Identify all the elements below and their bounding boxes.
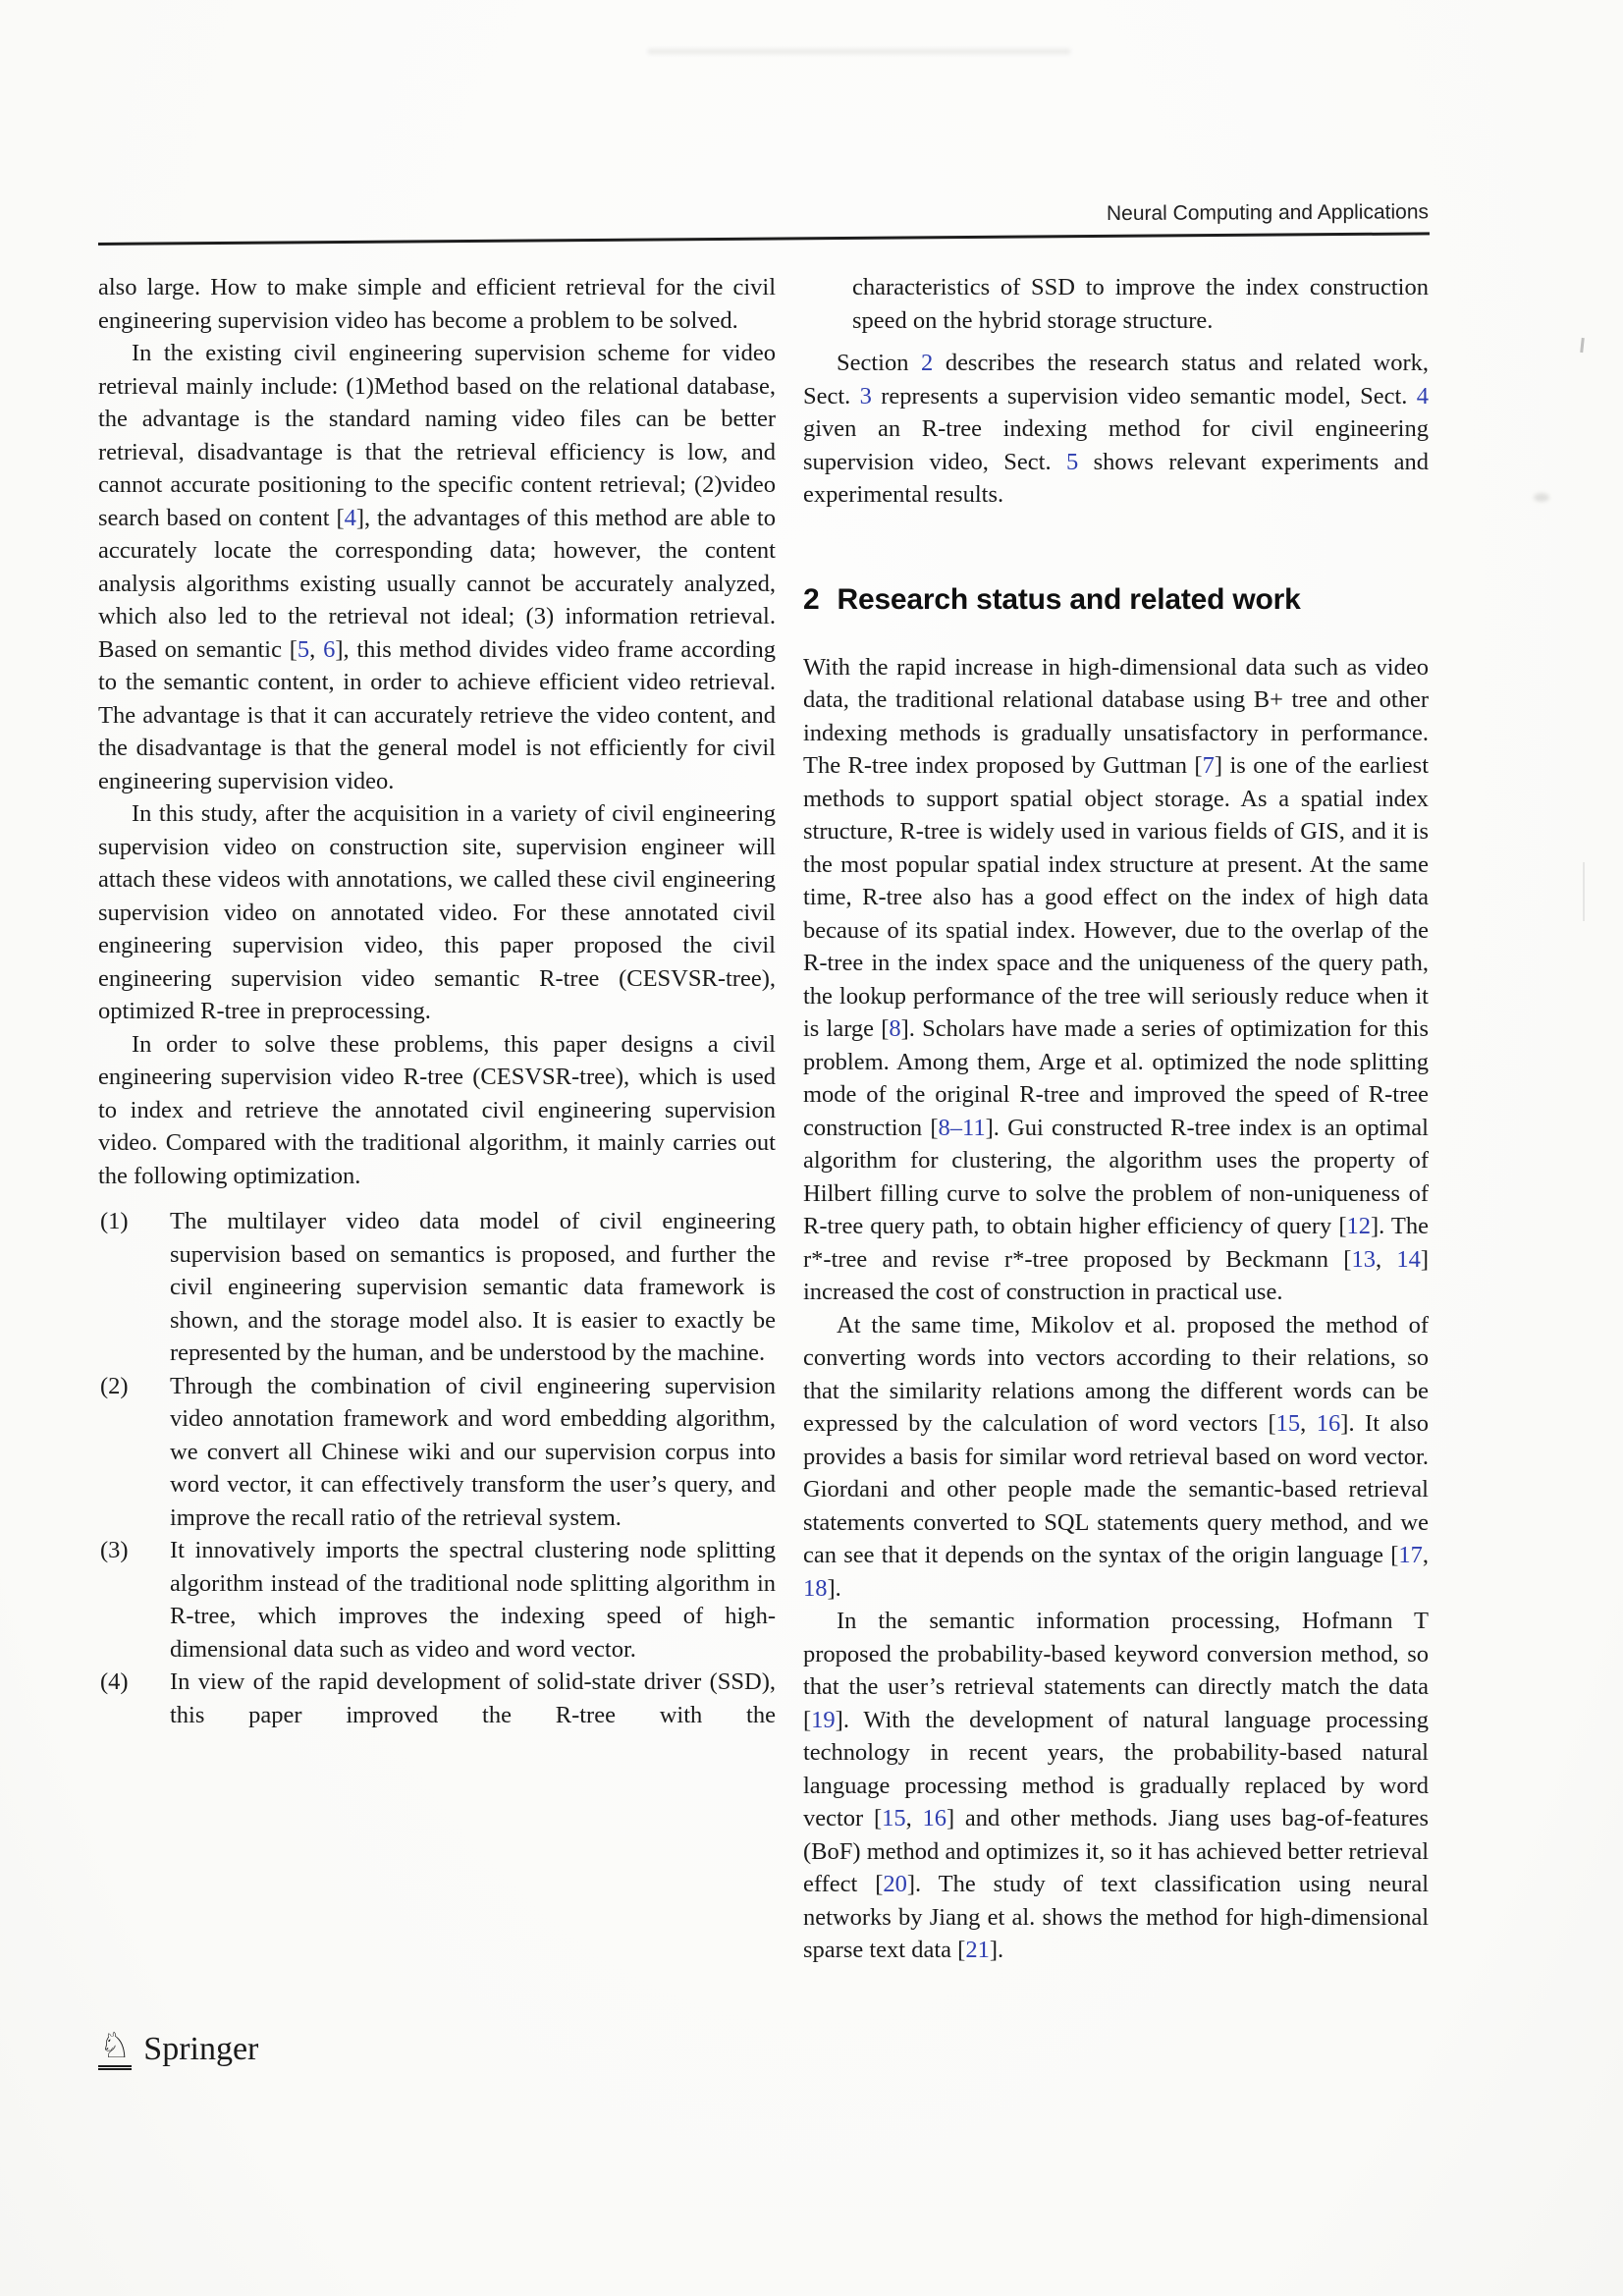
citation-link[interactable]: 13 — [1351, 1245, 1376, 1273]
citation-link[interactable]: 19 — [811, 1706, 836, 1733]
springer-knight-icon: ♘ — [98, 2029, 132, 2070]
paragraph: In order to solve these problems, this paper designs a civil engineering supervision video R-tree (CESVSR-tree), which is used to index and retrieve the annotated civil engineering supervision video. Compared with the traditional algorithm, it mainly carries out the following optimization. — [98, 1030, 776, 1189]
citation-link[interactable]: 4 — [1416, 382, 1429, 410]
list-item: (1) The multilayer video data model of civil engineering supervision based on semantics is proposed, and further the civil engineering supervision semantic data framework is shown, and the storage model also. It is easier to exactly be represented by the human, and be understood by the machine. — [98, 1205, 776, 1370]
citation-link[interactable]: 18 — [803, 1574, 828, 1602]
citation-link[interactable]: 3 — [859, 382, 872, 410]
citation-link[interactable]: 16 — [922, 1805, 947, 1831]
scan-artifact-streak — [648, 49, 1070, 54]
publisher-name: Springer — [143, 2031, 259, 2067]
list-item: (4) In view of the rapid development of solid-state driver (SSD), this paper improved the R-tree with the — [98, 1666, 776, 1731]
paragraph: In this study, after the acquisition in a variety of civil engineering supervision video on construction site, supervision engineer will attach these videos with annotations, we called these civil engineering supervision video on annotated video. For these annotated civil engineering supervision video, this paper proposed the civil engineering supervision video semantic R-tree (CESVSR-tree), optimized R-tree in preprocessing. — [98, 800, 776, 1024]
scan-artifact-smudge — [1534, 493, 1549, 502]
citation-link[interactable]: 7 — [1202, 752, 1215, 779]
numbered-list — [98, 1205, 776, 1731]
list-item-continuation: characteristics of SSD to improve the index construction speed on the hybrid storage structure. — [852, 274, 1429, 334]
list-item: (3) It innovatively imports the spectral clustering node splitting algorithm instead of the traditional node splitting algorithm in R-tree, which improves the indexing speed of high-dimensional data such as video and word vector. — [98, 1534, 776, 1666]
citation-link[interactable]: 16 — [1316, 1410, 1341, 1437]
paragraph: Section 2 describes the research status and related work, Sect. 3 represents a supervision video semantic model, Sect. 4 given an R-tree indexing method for civil engineering supervision video, Sect. 5 shows relevant experiments and experimental results. — [803, 350, 1429, 508]
journal-title: Neural Computing and Applications — [1106, 200, 1430, 226]
list-item-number: (3) — [100, 1537, 129, 1563]
list-item-number: (1) — [100, 1208, 129, 1234]
citation-link[interactable]: 8–11 — [938, 1114, 986, 1141]
citation-link[interactable]: 14 — [1396, 1245, 1421, 1273]
paragraph: With the rapid increase in high-dimensional data such as video data, the traditional relational database using B+ tree and other indexing methods is gradually unsatisfactory in performance. The R-tree index proposed by Guttman [7] is one of the earliest methods to support spatial object storage. As a spatial index structure, R-tree is widely used in various fields of GIS, and it is the most popular spatial index structure at present. At the same time, R-tree also has a good effect on the index of high data because of its spatial index. However, due to the overlap of the R-tree in the index space and the uniqueness of the query path, the lookup performance of the tree will seriously reduce when it is large [8]. Scholars have made a series of optimization for this problem. Among them, Arge et al. optimized the node splitting mode of the original R-tree and improved the speed of R-tree construction [8–11]. Gui constructed R-tree index is an optimal algorithm for clustering, the algorithm uses the property of Hilbert filling curve to solve the problem of non-uniqueness of R-tree query path, to obtain higher efficiency of query [12]. The r*-tree and revise r*-tree proposed by Beckmann [13, 14] increased the cost of construction in practical use. — [803, 653, 1430, 1305]
citation-link[interactable]: 6 — [323, 635, 336, 663]
publisher-logo — [98, 2026, 259, 2070]
citation-link[interactable]: 15 — [882, 1805, 906, 1831]
citation-link[interactable]: 20 — [883, 1871, 907, 1897]
right-column — [803, 271, 1429, 1967]
citation-link[interactable]: 21 — [965, 1937, 990, 1963]
list-item-number: (2) — [100, 1372, 129, 1399]
header-rule — [98, 232, 1430, 246]
list-item: (2) Through the combination of civil engineering supervision video annotation framework and word embedding algorithm, we convert all Chinese wiki and our supervision corpus into word vector, it can effectively transform the user’s query, and improve the recall ratio of the retrieval system. — [98, 1370, 776, 1535]
paragraph: In the existing civil engineering supervision scheme for video retrieval mainly include: (1)Method based on the relational database, the advantage is the standard naming video files can be better retrieval, disadvantage is that the retrieval efficiency is low, and cannot accurate positioning to the specific content retrieval; (2)video search based on content [4], the advantages of this method are able to accurately locate the corresponding data; however, the content analysis algorithms existing usually cannot be accurately analyzed, which also led to the retrieval not ideal; (3) information retrieval. Based on semantic [5, 6], this method divides video frame according to the semantic content, in order to achieve efficient video retrieval. The advantage is that it can accurately retrieve the video content, and the disadvantage is that the general model is not efficiently for civil engineering supervision video. — [98, 340, 776, 794]
left-column — [98, 271, 776, 1731]
list-item-number: (4) — [100, 1668, 129, 1695]
citation-link[interactable]: 5 — [1065, 448, 1079, 475]
paragraph: also large. How to make simple and efficient retrieval for the civil engineering supervision video has become a problem to be solved. — [98, 274, 776, 334]
citation-link[interactable]: 12 — [1346, 1213, 1372, 1239]
citation-link[interactable]: 4 — [344, 504, 356, 531]
citation-link[interactable]: 2 — [921, 350, 934, 376]
paragraph: At the same time, Mikolov et al. proposed the method of converting words into vectors according to their relations, so that the similarity relations among the different words can be expressed by the calculation of word vectors [15, 16]. It also provides a basis for similar word retrieval based on word vector. Giordani and other people made the semantic-based retrieval statements converted to SQL statements query method, and we can see that it depends on the syntax of the origin language [17, 18]. — [803, 1311, 1429, 1602]
citation-link[interactable]: 5 — [297, 635, 310, 663]
citation-link[interactable]: 15 — [1275, 1410, 1301, 1437]
citation-link[interactable]: 17 — [1398, 1542, 1423, 1568]
scan-artifact-tick — [1580, 338, 1585, 353]
section-heading — [803, 580, 1429, 620]
scan-artifact-vertical-mark — [1583, 862, 1585, 921]
citation-link[interactable]: 8 — [889, 1015, 901, 1042]
paragraph: In the semantic information processing, Hofmann T proposed the probability-based keyword conversion method, so that the user’s retrieval statements can directly match the data [19]. With the development of natural language processing technology in recent years, the probability-based natural language processing method is gradually replaced by word vector [15, 16] and other methods. Jiang uses bag-of-features (BoF) method and optimizes it, so it has achieved better retrieval effect [20]. The study of text classification using neural networks by Jiang et al. shows the method for high-dimensional sparse text data [21]. — [803, 1608, 1430, 1963]
section-number: 2 — [803, 582, 820, 616]
section-title: Research status and related work — [837, 582, 1301, 616]
